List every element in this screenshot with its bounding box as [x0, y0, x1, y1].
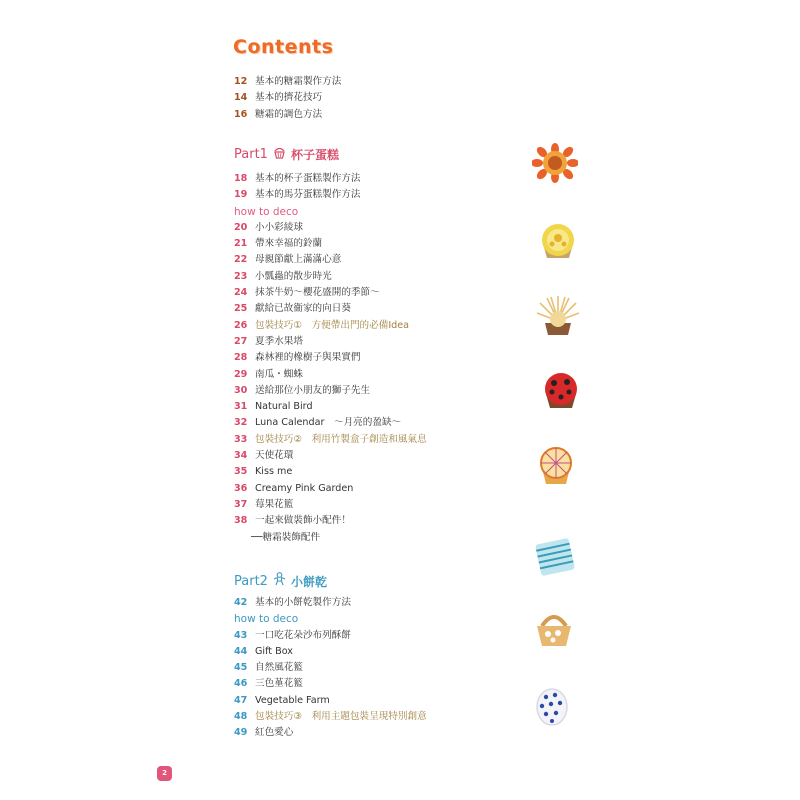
list-item: [234, 497, 514, 513]
ladybug-cupcake-icon: [540, 370, 582, 410]
entry-title: 母親節獻上滿滿心意: [255, 254, 342, 266]
entry-title: 自然風花籃: [255, 662, 303, 674]
list-item: 19 基本的馬芬蛋糕製作方法: [234, 189, 361, 201]
entry-page-number: 22: [234, 254, 248, 266]
part1-name: Part1: [234, 147, 268, 162]
list-item: 14 基本的擠花技巧: [234, 92, 323, 104]
list-item: [234, 644, 514, 660]
list-item: [234, 334, 514, 350]
entry-page-number: 33: [234, 433, 248, 445]
list-item: [234, 709, 514, 725]
entry-title: Natural Bird: [255, 401, 313, 413]
list-item: 18 基本的杯子蛋糕製作方法: [234, 173, 361, 184]
entry-tip-title: 包裝技巧② 利用竹製盒子創造和風氣息: [255, 433, 427, 445]
part1-subtitle: 杯子蛋糕: [290, 148, 339, 162]
entry-page-number: 26: [234, 319, 248, 331]
list-item: [234, 693, 514, 709]
part1-heading: [234, 146, 339, 163]
entry-title: 小小彩綾球: [255, 221, 303, 233]
entry-page-number: 30: [234, 384, 248, 396]
entry-title: 一口吃花朵沙布列酥餅: [255, 629, 351, 641]
entry-title: 紅色愛心: [255, 727, 294, 739]
entry-page-number: 32: [234, 417, 248, 429]
list-item: [234, 660, 514, 676]
list-item-sub: ──糖霜裝飾配件: [251, 531, 321, 543]
entry-title: 獻給已故衞家的向日葵: [255, 303, 351, 315]
entry-title: 小瓢蟲的散步時光: [255, 270, 332, 282]
entry-page-number: 24: [234, 287, 248, 299]
list-item: 12 基本的糖霜製作方法: [234, 76, 342, 87]
list-item: [234, 513, 514, 529]
entry-title: Creamy Pink Garden: [255, 482, 354, 494]
entry-page-number: 38: [234, 515, 248, 527]
entry-page-number: 31: [234, 401, 248, 413]
entry-page-number: 47: [234, 694, 248, 706]
entry-page-number: 25: [234, 303, 248, 315]
entry-page-number: 21: [234, 238, 248, 250]
entry-page-number: 28: [234, 352, 248, 364]
page-number-badge: 2: [157, 766, 172, 781]
list-item: [234, 220, 514, 236]
list-item: [234, 676, 514, 692]
list-item: [234, 383, 514, 399]
part2-name: Part2: [234, 573, 268, 589]
entry-page-number: 49: [234, 727, 248, 739]
list-item: [234, 350, 514, 366]
list-item: [234, 367, 514, 383]
entry-title: 夏季水果塔: [255, 335, 303, 347]
entry-page-number: 46: [234, 678, 248, 690]
entry-page-number: 36: [234, 482, 248, 494]
list-item: [234, 432, 514, 448]
lemon-flower-cupcake-icon: [537, 220, 579, 260]
list-item: [234, 301, 514, 317]
list-item: 16 糖霜的調色方法: [234, 108, 323, 120]
entry-page-number: 45: [234, 662, 248, 674]
list-item: [234, 725, 514, 741]
list-item: [234, 285, 514, 301]
list-item: [234, 269, 514, 285]
entry-page-number: 37: [234, 498, 248, 510]
cupcake-outline-icon: [273, 146, 286, 163]
list-item: [234, 252, 514, 268]
list-item: [234, 464, 514, 480]
entry-title: 莓果花籃: [255, 498, 294, 510]
entry-title: 抹茶牛奶～櫻花盛開的季節～: [255, 287, 380, 299]
entry-title: 帶來幸福的鈴蘭: [255, 238, 323, 250]
howto-label: how to deco: [234, 613, 299, 626]
entry-title: Luna Calendar ～月亮的盈缺～: [255, 417, 402, 429]
list-item: [234, 399, 514, 415]
entry-page-number: 44: [234, 645, 248, 657]
polka-dot-egg-cookie-icon: [533, 686, 571, 726]
entry-page-number: 48: [234, 711, 248, 723]
list-item: [234, 318, 514, 334]
spun-sugar-cupcake-icon: [535, 295, 581, 337]
list-item: 42 基本的小餅乾製作方法: [234, 597, 351, 608]
entry-title: 三色堇花籃: [255, 678, 303, 690]
part2-list: [234, 595, 514, 742]
entry-title: 天使花環: [255, 450, 294, 462]
entry-title: 南瓜・蜘蛛: [255, 368, 303, 380]
entry-page-number: 27: [234, 335, 248, 347]
part2-heading: [234, 572, 327, 590]
part2-subtitle: 小餅乾: [290, 574, 327, 589]
howto-label: how to deco: [234, 205, 299, 218]
list-item: [234, 628, 514, 644]
list-item: [234, 415, 514, 431]
entry-title: 森林裡的橡樹子與果實們: [255, 352, 361, 364]
striped-gift-box-cookie-icon: [533, 537, 577, 577]
sunflower-cupcake-icon: [532, 143, 578, 183]
list-item: [234, 448, 514, 464]
list-item: [234, 481, 514, 497]
intro-list: [234, 74, 514, 123]
page-title: Contents: [233, 36, 334, 58]
entry-tip-title: 包裝技巧① 方便帶出門的必備Idea: [255, 319, 410, 331]
basket-cookie-icon: [534, 612, 574, 648]
gingerbread-man-icon: [273, 572, 286, 590]
entry-title: Vegetable Farm: [255, 694, 330, 706]
entry-page-number: 23: [234, 270, 248, 282]
entry-page-number: 29: [234, 368, 248, 380]
citrus-slice-cupcake-icon: [535, 444, 577, 486]
entry-title: 一起來做裝飾小配件！: [255, 515, 351, 527]
entry-title: Gift Box: [255, 645, 293, 657]
entry-page-number: 20: [234, 221, 248, 233]
entry-page-number: 35: [234, 466, 248, 478]
entry-tip-title: 包裝技巧③ 利用主題包裝呈現特別創意: [255, 711, 427, 723]
part1-list: [234, 171, 514, 546]
list-item: [234, 236, 514, 252]
entry-page-number: 34: [234, 450, 248, 462]
entry-title: 送給那位小朋友的獅子先生: [255, 384, 371, 396]
entry-page-number: 43: [234, 629, 248, 641]
entry-title: Kiss me: [255, 466, 293, 478]
